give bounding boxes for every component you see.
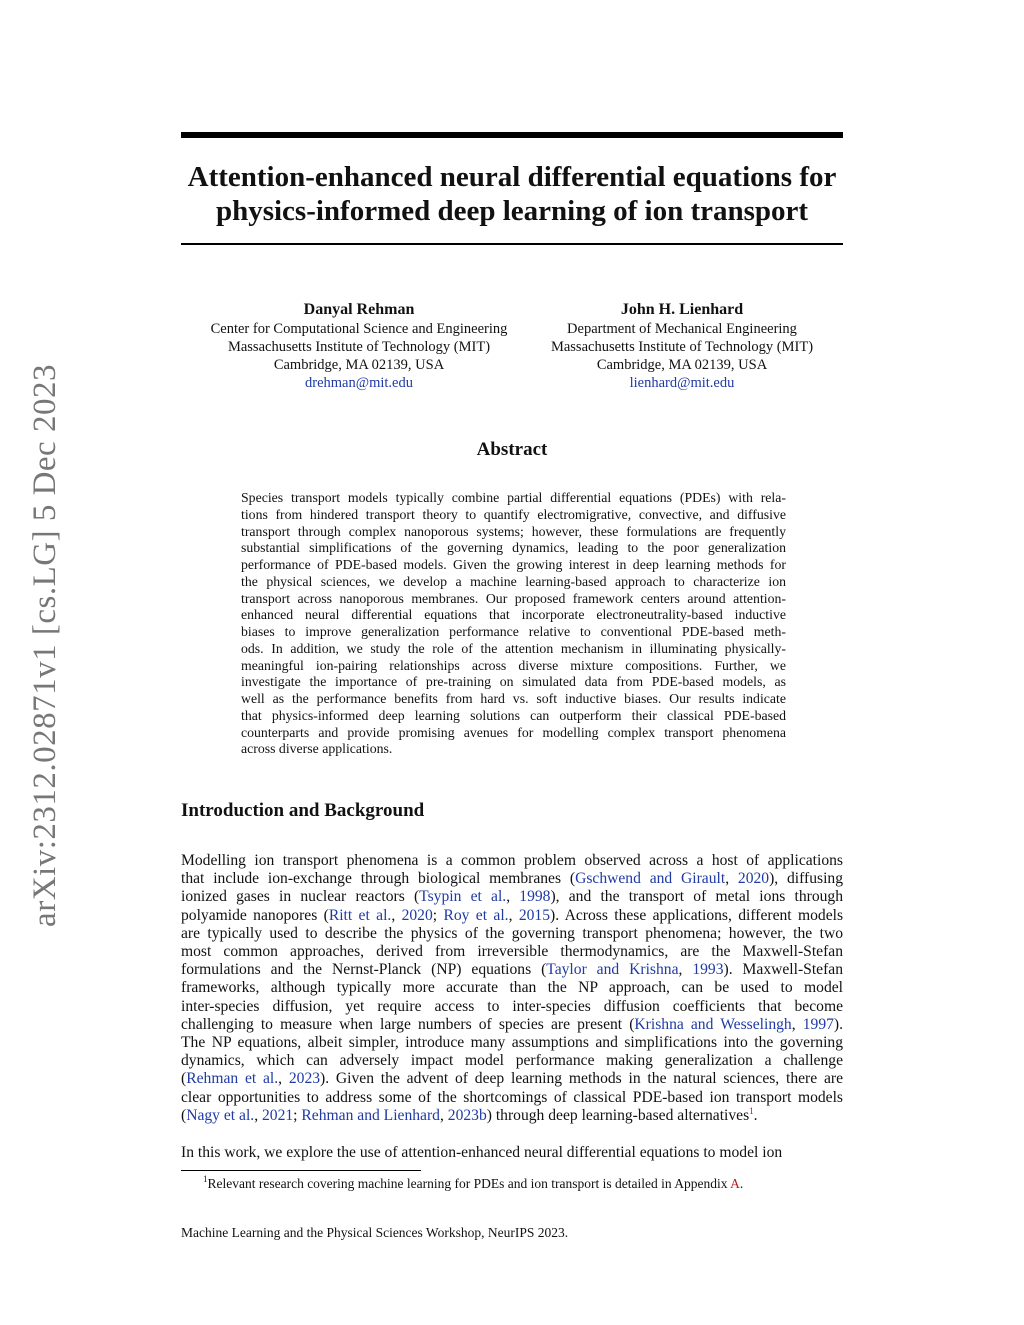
- author-address: Cambridge, MA 02139, USA: [273, 357, 445, 373]
- abstract-line: meaningful ion-pairing relationships across diverse mixture compositions. Further, we: [241, 657, 786, 673]
- author-block: [517, 300, 847, 392]
- citation-link[interactable]: 1997: [802, 1015, 834, 1033]
- citation-link[interactable]: Taylor and Krishna: [546, 961, 679, 979]
- body-text-segment: polyamide nanopores (: [181, 906, 329, 924]
- body-line: [181, 870, 843, 888]
- body-text-segment: The NP equations, albeit simpler, introduce many assumptions and simplifications into the governing: [181, 1034, 843, 1052]
- body-line: [181, 1016, 843, 1034]
- abstract-heading: Abstract: [476, 439, 548, 460]
- body-text-segment: ,: [439, 1106, 448, 1124]
- footnote-end: .: [739, 1176, 744, 1191]
- body-line: [181, 907, 843, 925]
- body-line: [181, 979, 843, 997]
- body-text-segment: ionized gases in nuclear reactors (: [181, 888, 420, 906]
- body-line: [181, 943, 843, 961]
- body-line: [181, 1052, 843, 1070]
- citation-link[interactable]: Krishna and Wesselingh: [634, 1015, 792, 1033]
- body-text-segment: ,: [678, 961, 693, 979]
- author-name: John H. Lienhard: [620, 301, 744, 318]
- citation-link[interactable]: 2015: [518, 906, 550, 924]
- author-name: Danyal Rehman: [303, 301, 415, 318]
- footnote-marker: 1: [203, 1174, 208, 1184]
- abstract-line: enhanced neural differential equations that incorporate electroneutrality-based inductive: [241, 607, 786, 623]
- body-text-segment: frameworks, although typically more accurate than the NP approach, can be used to model: [181, 979, 843, 997]
- author-block: [194, 300, 524, 392]
- citation-link[interactable]: Nagy et al.: [186, 1106, 255, 1124]
- next-paragraph-line: In this work, we explore the use of attention-enhanced neural differential equations to model ion: [181, 1144, 783, 1161]
- citation-link[interactable]: Gschwend and Girault: [575, 870, 726, 888]
- body-text-segment: .: [753, 1106, 758, 1124]
- citation-link[interactable]: 2020: [401, 906, 433, 924]
- abstract-line: transport through complex nanoporous systems; however, these formulations are frequently: [241, 523, 786, 539]
- body-text-segment: ,: [278, 1070, 289, 1088]
- body-text-segment: ) through deep learning-based alternatives: [486, 1106, 750, 1124]
- author-address: Cambridge, MA 02139, USA: [596, 357, 768, 373]
- abstract-line: counterparts and provide promising avenues for modelling complex transport phenomena: [241, 724, 786, 740]
- citation-link[interactable]: Ritt et al.: [328, 906, 392, 924]
- abstract-line: biases to improve generalization performance relative to conventional PDE-based meth-: [241, 624, 786, 639]
- body-text-segment: dynamics, which can adversely impact model performance making generalization a challenge: [181, 1052, 843, 1070]
- body-text-segment: (: [181, 1106, 187, 1124]
- body-text-segment: ).: [833, 1015, 844, 1033]
- intro-paragraph: [181, 852, 843, 1125]
- citation-link[interactable]: 2020: [737, 870, 770, 888]
- author-institution: Massachusetts Institute of Technology (MIT): [227, 339, 491, 355]
- body-text-segment: ), diffusing: [769, 870, 844, 888]
- body-line: [181, 1070, 843, 1088]
- body-line: [181, 1107, 843, 1125]
- title-line: physics-informed deep learning of ion transport: [215, 195, 809, 227]
- body-text-segment: ). Given the advent of deep learning methods in the natural sciences, there are: [320, 1070, 843, 1088]
- paper-title: [181, 160, 843, 228]
- body-line: [181, 852, 843, 870]
- body-text-segment: ,: [254, 1106, 262, 1124]
- abstract-line: well as the performance benefits from hard vs. soft inductive biases. Our results indicate: [241, 691, 786, 706]
- author-email-link[interactable]: drehman@mit.edu: [305, 375, 413, 391]
- body-line: [181, 925, 843, 943]
- body-text-segment: ,: [506, 888, 520, 906]
- abstract-line: substantial simplifications of the governing dynamics, leading to the poor generalization: [241, 540, 786, 556]
- body-text-segment: clear opportunities to address some of the shortcomings of classical PDE-based ion transport models: [181, 1088, 843, 1106]
- appendix-link[interactable]: A: [730, 1176, 740, 1191]
- author-affiliation: Center for Computational Science and Engineering: [210, 321, 508, 337]
- abstract-line: Species transport models typically combine partial differential equations (PDEs) with rela-: [241, 490, 786, 505]
- abstract-line: the physical sciences, we develop a machine learning-based approach to characterize ion: [241, 573, 786, 589]
- body-text-segment: challenging to measure when large numbers of species are present (: [181, 1015, 635, 1033]
- body-text-segment: formulations and the Nernst-Planck (NP) equations (: [181, 961, 547, 979]
- citation-link[interactable]: 2023: [288, 1070, 321, 1088]
- footnote-rule: [181, 1170, 421, 1171]
- body-text-segment: ,: [725, 870, 738, 888]
- body-text-segment: ). Maxwell-Stefan: [723, 961, 843, 979]
- body-line: [181, 888, 843, 906]
- citation-link[interactable]: Roy et al.: [443, 906, 509, 924]
- footnote-ref-link[interactable]: 1: [749, 1105, 754, 1116]
- citation-link[interactable]: 2023b: [447, 1106, 487, 1124]
- body-text-segment: ,: [391, 906, 402, 924]
- citation-link[interactable]: 1993: [692, 961, 724, 979]
- citation-link[interactable]: Tsypin et al.: [419, 888, 507, 906]
- body-line: [181, 961, 843, 979]
- body-text-segment: ), and the transport of metal ions through: [550, 888, 844, 906]
- author-affiliation: Department of Mechanical Engineering: [567, 321, 797, 337]
- abstract-line: transport across nanoporous membranes. Our proposed framework centers around attention-: [241, 590, 786, 606]
- body-text-segment: most common approaches, derived from irreversible thermodynamics, are the Maxwell-Stefan: [181, 943, 843, 961]
- body-text-segment: are typically used to describe the physics of the governing transport phenomena; however, the two: [181, 924, 843, 942]
- body-line: [181, 1089, 843, 1107]
- body-line: [181, 1034, 843, 1052]
- citation-link[interactable]: Rehman and Lienhard: [301, 1106, 440, 1124]
- arxiv-stamp-text: arXiv:2312.02871v1 [cs.LG] 5 Dec 2023: [26, 363, 63, 927]
- body-line: [181, 998, 843, 1016]
- citation-link[interactable]: 2021: [261, 1106, 294, 1124]
- body-text-segment: ,: [791, 1015, 803, 1033]
- abstract-body: [241, 490, 786, 758]
- title-line: Attention-enhanced neural differential equations for: [187, 161, 837, 193]
- arxiv-stamp: [20, 360, 70, 930]
- abstract-line: ods. In addition, we study the role of the attention mechanism in illuminating physically-: [241, 640, 786, 656]
- abstract-line: tions from hindered transport theory to quantify electromigrative, convective, and diffusive: [241, 506, 786, 522]
- title-bottom-rule: [181, 243, 843, 245]
- abstract-line: that physics-informed deep learning solutions can outperform their classical PDE-based: [241, 707, 786, 723]
- body-text-segment: Modelling ion transport phenomena is a common problem observed across a host of applications: [181, 852, 843, 869]
- body-text-segment: ,: [508, 906, 519, 924]
- body-text-segment: inter-species diffusion, yet require access to inter-species diffusion coefficients that become: [181, 997, 843, 1015]
- footnote: [203, 1176, 743, 1192]
- title-top-rule: [181, 132, 843, 138]
- body-text-segment: ;: [293, 1106, 302, 1124]
- abstract-line: investigate the importance of pre-training on simulated data from PDE-based models, as: [241, 674, 786, 690]
- body-text-segment: ). Across these applications, different models: [550, 906, 844, 924]
- author-institution: Massachusetts Institute of Technology (MIT): [550, 339, 814, 355]
- abstract-line: performance of PDE-based models. Given the growing interest in deep learning methods for: [241, 557, 786, 572]
- citation-link[interactable]: 1998: [519, 888, 551, 906]
- body-text-segment: (: [181, 1070, 187, 1088]
- footnote-text: Relevant research covering machine learning for PDEs and ion transport is detailed in Appendix: [207, 1176, 731, 1191]
- abstract-line: across diverse applications.: [241, 741, 393, 757]
- section-heading: Introduction and Background: [181, 800, 425, 821]
- body-text-segment: that include ion-exchange through biological membranes (: [181, 870, 576, 888]
- citation-link[interactable]: Rehman et al.: [186, 1070, 279, 1088]
- author-email-link[interactable]: lienhard@mit.edu: [629, 375, 735, 391]
- body-text-segment: ;: [432, 906, 444, 924]
- venue-footer: Machine Learning and the Physical Sciences Workshop, NeurIPS 2023.: [181, 1225, 569, 1240]
